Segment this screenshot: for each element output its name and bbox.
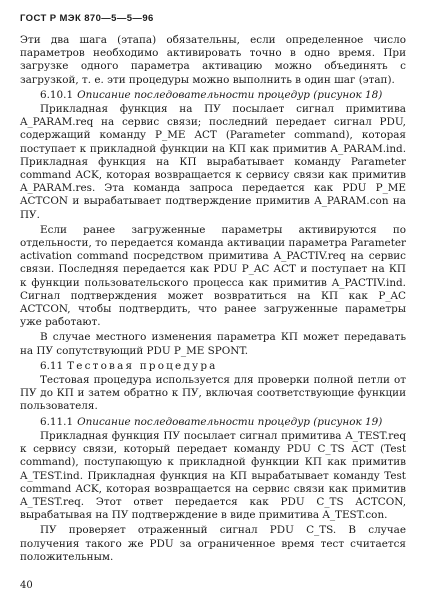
paragraph: Прикладная функция ПУ посылает сигнал примитива A_TEST.req к сервису связи, который передает команду PDU C_TS ACT (Test command), поступающую к прикладной функции КП как примитив A_TEST.ind. Прикладная функция на КП вырабатывает команду Test command ACK, которая возвращается на сервис связи как примитив A_TEST.req. Этот ответ передается как PDU C_TS ACTCON, вырабатывая на ПУ подтверждение в виде примитива A_TEST.con. — [20, 429, 406, 522]
page-body — [20, 34, 406, 566]
paragraph: В случае местного изменения параметра КП может передавать на ПУ сопутствующий PDU P_ME SPONT. — [20, 331, 406, 357]
section-number: 6.11.1 — [40, 415, 74, 428]
section-number: 6.10.1 — [40, 88, 74, 101]
page-header: ГОСТ Р МЭК 870—5—5—96 — [20, 13, 154, 24]
paragraph: Если ранее загруженные параметры активируются по отдельности, то передается команда активации параметра Parameter activation command посредством примитива A_PACTIV.req на сервис связи. Последняя передается как PDU P_AC ACT и поступает на КП к функции пользовательского процесса как примитив A_PACTIV.ind. Сигнал подтверждения может возвратиться на КП как P_AC ACTCON, чтобы подтвердить, что ранее загруженные параметры уже работают. — [20, 223, 406, 329]
paragraph: ПУ проверяет отраженный сигнал PDU C_TS. В случае получения такого же PDU за ограниченное время тест считается положительным. — [20, 524, 406, 563]
section-heading-6-11 — [20, 360, 406, 373]
section-title: Описание последовательности процедур (рисунок 18) — [77, 88, 383, 101]
paragraph: Эти два шага (этапа) обязательны, если определенное число параметров необходимо активировать точно в одно время. При загрузке одного параметра активацию можно объединять с загрузкой, т. е. эти процедуры можно выполнить в один шаг (этап). — [20, 34, 406, 86]
section-heading-6-11-1 — [20, 416, 406, 429]
section-number: 6.11 — [40, 359, 64, 372]
section-heading-6-10-1 — [20, 89, 406, 102]
section-title: Описание последовательности процедур (рисунок 19) — [77, 415, 383, 428]
page-number: 40 — [20, 580, 33, 591]
section-title: Тестовая процедура — [67, 359, 218, 372]
paragraph: Прикладная функция на ПУ посылает сигнал примитива A_PARAM.req на сервис связи; последний передает сигнал PDU, содержащий команду P_ME ACT (Parameter command), которая поступает к прикладной функции на КП как примитив A_PARAM.ind. Прикладная функция на КП вырабатывает команду Parameter command ACK, которая возвращается к сервису связи как примитив A_PARAM.res. Эта команда запроса передается как PDU P_ME ACTCON и вырабатывает подтверждение примитив A_PARAM.con на ПУ. — [20, 103, 406, 221]
paragraph: Тестовая процедура используется для проверки полной петли от ПУ до КП и затем обратно к ПУ, включая соответствующие функции пользователя. — [20, 374, 406, 413]
